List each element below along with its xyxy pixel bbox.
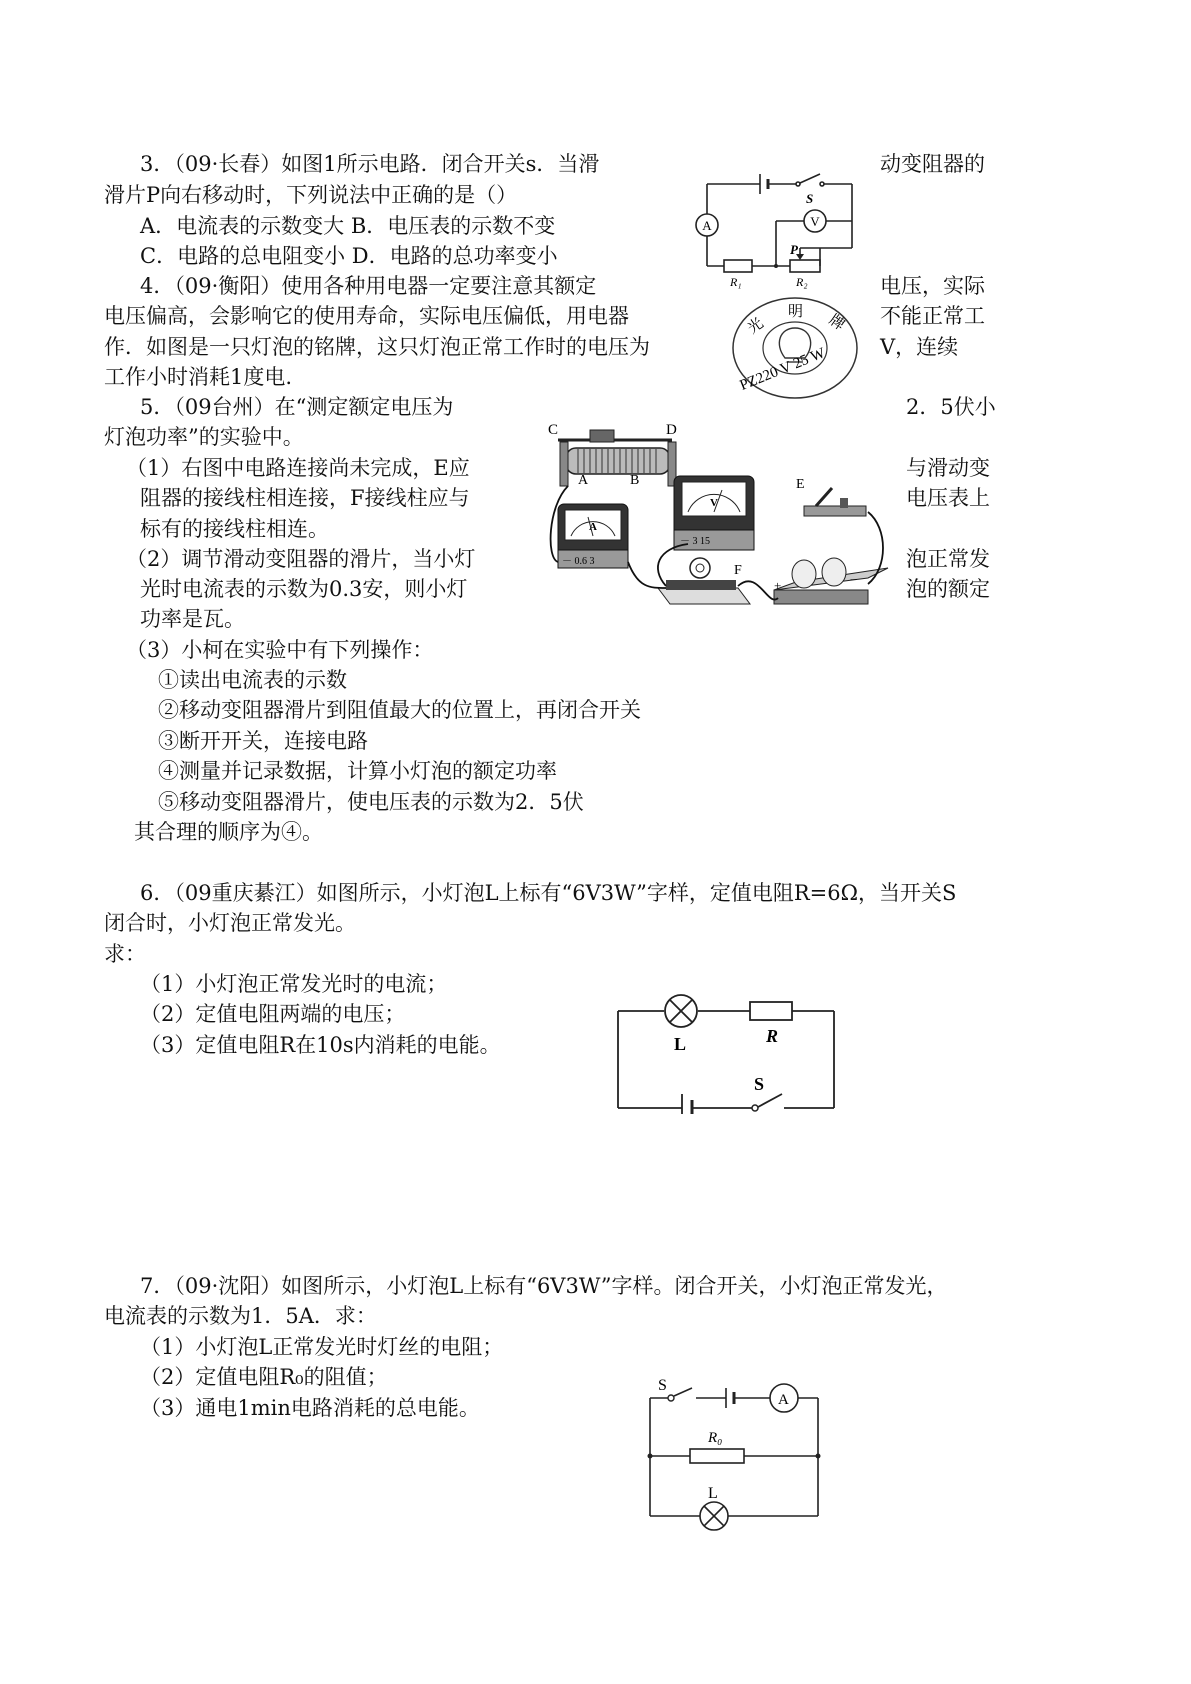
ammeter-symbol: A xyxy=(589,521,597,533)
q5-line1: 5．（09台州）在“测定额定电压为 xyxy=(140,395,454,419)
q4-line3: 作．如图是一只灯泡的铭牌，这只灯泡正常工作时的电压为 xyxy=(104,335,650,359)
q5-sub1-line3: 标有的接线柱相连。 xyxy=(140,517,329,541)
q6-line2: 闭合时，小灯泡正常发光。 xyxy=(104,911,356,935)
nameplate-rating: PZ220 V 25 W xyxy=(737,345,828,394)
q5-line2: 灯泡功率”的实验中。 xyxy=(104,425,304,449)
q5-op-4: ④测量并记录数据，计算小灯泡的额定功率 xyxy=(158,759,557,783)
q5-sub2-line3: 功率是瓦。 xyxy=(140,607,245,631)
q3-options-cd: C．电路的总电阻变小 D．电路的总功率变小 xyxy=(140,244,558,268)
knife-switch xyxy=(804,488,866,516)
q4-line2: 电压偏高，会影响它的使用寿命，实际电压偏低，用电器 xyxy=(104,304,629,328)
q5-experiment-apparatus xyxy=(538,418,890,614)
nameplate-char-1: 光 xyxy=(745,315,767,338)
lamp-l-label: L xyxy=(708,1485,718,1502)
r2-label: R₂ xyxy=(796,275,808,289)
q3-options-ab: A．电流表的示数变大 B．电压表的示数不变 xyxy=(140,214,556,238)
q5-sub1-line1: （1）右图中电路连接尚未完成，E应 xyxy=(126,456,470,480)
q7-line2: 电流表的示数为1．5A．求： xyxy=(104,1304,377,1328)
q5-op-1: ①读出电流表的示数 xyxy=(158,668,347,692)
q3-line1: 3．（09·长春）如图1所示电路．闭合开关s．当滑 xyxy=(140,152,600,176)
nameplate-char-2: 明 xyxy=(788,304,804,320)
slider-label: P xyxy=(790,242,798,257)
q4-line4: 工作小时消耗1度电. xyxy=(104,365,293,389)
q5-sub3: （3）小柯在实验中有下列操作： xyxy=(126,638,434,662)
q4-line1: 4．（09·衡阳）使用各种用电器一定要注意其额定 xyxy=(140,274,597,298)
q6-circuit-diagram xyxy=(610,980,846,1114)
q6-line1: 6．（09重庆綦江）如图所示，小灯泡L上标有“6V3W”字样，定值电阻R=6Ω，当开关S xyxy=(140,881,957,905)
ammeter-terminals: － 0.6 3 xyxy=(562,556,595,567)
q5-sub2-line2-tail: 泡的额定 xyxy=(906,577,990,601)
terminal-b-label: B xyxy=(630,473,640,488)
svg-text:−: − xyxy=(850,572,858,587)
q5-sub2-line1-tail: 泡正常发 xyxy=(906,547,990,571)
resistor-r-label: R xyxy=(766,1026,779,1046)
q7-circuit-diagram xyxy=(630,1368,830,1540)
voltmeter-terminals: － 3 15 xyxy=(680,536,710,547)
q7-sub3: （3）通电1min电路消耗的总电能。 xyxy=(140,1396,480,1420)
terminal-c-label: C xyxy=(548,422,559,438)
q3-line2: 滑片P向右移动时，下列说法中正确的是（） xyxy=(104,183,518,207)
voltmeter-symbol: V xyxy=(710,497,718,509)
q7-line1: 7．（09·沈阳）如图所示，小灯泡L上标有“6V3W”字样。闭合开关，小灯泡正常发光， xyxy=(140,1274,948,1298)
voltmeter-label: V xyxy=(810,214,820,229)
q5-op-5: ⑤移动变阻器滑片，使电压表的示数为2．5伏 xyxy=(158,790,584,814)
q5-sub2-line2: 光时电流表的示数为0.3安，则小灯 xyxy=(140,577,468,601)
resistor-r0-label: R₀ xyxy=(708,1430,723,1446)
nameplate-char-3: 牌 xyxy=(825,312,848,334)
q6-sub1: （1）小灯泡正常发光时的电流； xyxy=(140,972,448,996)
r1-label: R₁ xyxy=(730,275,742,289)
svg-text:+: + xyxy=(774,578,782,593)
ammeter-a-label: A xyxy=(778,1392,789,1408)
q4-line2-tail: 不能正常工 xyxy=(880,304,985,328)
terminal-d-label: D xyxy=(666,422,677,438)
switch-label: S xyxy=(806,191,814,206)
q5-sub1-line2: 阻器的接线柱相连接，F接线柱应与 xyxy=(140,486,470,510)
lamp-l-label: L xyxy=(674,1034,687,1054)
q6-line3: 求： xyxy=(104,942,146,966)
q7-sub2: （2）定值电阻R₀的阻值； xyxy=(140,1365,388,1389)
bulb-nameplate-figure xyxy=(730,296,860,401)
switch-s-label: S xyxy=(658,1377,667,1394)
q4-line1-tail: 电压，实际 xyxy=(880,274,985,298)
ammeter-label: A xyxy=(702,218,712,233)
q7-sub1: （1）小灯泡L正常发光时灯丝的电阻； xyxy=(140,1335,504,1359)
q5-order: 其合理的顺序为④。 xyxy=(134,820,323,844)
q5-sub1-line2-tail: 电压表上 xyxy=(906,486,990,510)
q5-sub1-line1-tail: 与滑动变 xyxy=(906,456,990,480)
switch-s-label: S xyxy=(754,1074,765,1094)
q6-sub2: （2）定值电阻两端的电压； xyxy=(140,1002,406,1026)
terminal-a-label: A xyxy=(578,473,589,488)
q5-line1-tail: 2．5伏小 xyxy=(906,395,996,419)
rheostat xyxy=(558,430,676,486)
q5-op-2: ②移动变阻器滑片到阻值最大的位置上，再闭合开关 xyxy=(158,698,641,722)
q3-line1-tail: 动变阻器的 xyxy=(880,152,985,176)
q5-sub2-line1: （2）调节滑动变阻器的滑片，当小灯 xyxy=(126,547,476,571)
q3-circuit-diagram xyxy=(690,168,870,292)
switch-e-label: E xyxy=(796,477,805,492)
terminal-f-label: F xyxy=(734,563,742,578)
q5-op-3: ③断开开关，连接电路 xyxy=(158,729,368,753)
q4-line3-tail: V，连续 xyxy=(880,335,959,359)
q6-sub3: （3）定值电阻R在10s内消耗的电能。 xyxy=(140,1033,501,1057)
